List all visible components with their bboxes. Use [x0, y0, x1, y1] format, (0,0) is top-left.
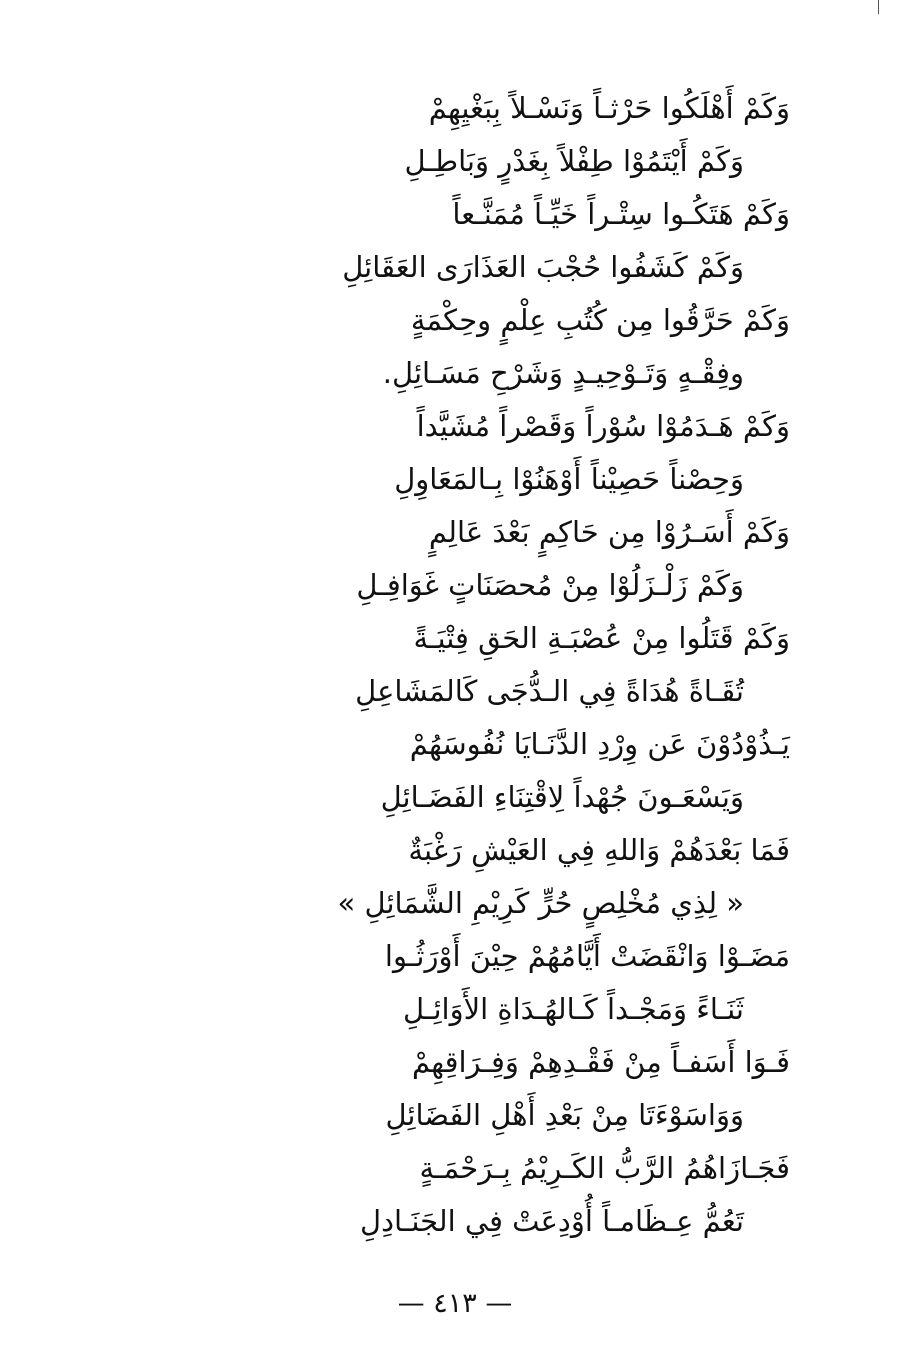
verse-line: وَكَمْ حَرَّقُوا مِن كُتُبِ عِلْمٍ وحِكْمَةٍ — [410, 303, 790, 337]
verse-line: فَـوَا أَسَفـاً مِنْ فَقْـدِهِمْ وَفِـرَاقِهِمْ — [411, 1045, 790, 1079]
verse-line: وَكَمْ أَسَـرُوْا مِن حَاكِمٍ بَعْدَ عَالِمٍ — [428, 515, 790, 549]
verse-line: تُقَـاةً هُدَاةً فِي الـدُّجَى كَالمَشَاعِلِ — [355, 674, 744, 708]
verse-line: وَكَمْ أَيْتَمُوْا طِفْلاً بِغَدْرٍ وَبَاطِـلِ — [404, 144, 744, 178]
verse-line: وَكَمْ هَـدَمُوْا سُوْراً وَقَصْراً مُشَيَّداً — [416, 409, 790, 443]
verse-line: وَحِصْناً حَصِيْناً أَوْهَنُوْا بِـالمَعَاوِلِ — [394, 462, 744, 496]
verse-line: وَيَسْعَـونَ جُهْداً لِاقْتِنَاءِ الفَضَـائِلِ — [380, 780, 744, 814]
verse-line: وَكَمْ كَشَفُوا حُجْبَ العَذَارَى العَقَائِلِ — [342, 250, 744, 284]
page-number: — ٤١٣ — — [397, 1288, 513, 1319]
verse-line: فَجَـازَاهُمُ الرَّبُّ الكَـرِيْمُ بِـرَحْمَـةٍ — [419, 1151, 790, 1185]
verse-line: مَضَـوْا وَانْقَضَتْ أَيَّامُهُمْ حِيْنَ أَوْرَثُـوا — [384, 939, 790, 973]
verse-line: « لِذِي مُخْلِصٍ حُرٍّ كَرِيْمِ الشَّمَائِلِ » — [337, 886, 744, 920]
verse-line: وَكَمْ أَهْلَكُوا حَرْثـاً وَنَسْـلاً بِبَغْيِهِمْ — [428, 91, 790, 125]
verse-line: ثَنَـاءً وَمَجْـداً كَـالهُـدَاةِ الأَوَائِـلِ — [403, 992, 744, 1026]
verse-line: فَمَا بَعْدَهُمْ وَاللهِ فِي العَيْشِ رَغْبَةٌ — [408, 833, 790, 867]
poem-block — [150, 82, 790, 1248]
verse-line: وَكَمْ قَتَلُوا مِنْ عُصْبَـةِ الحَقِ فِتْيَـةً — [413, 621, 790, 655]
margin-tick — [878, 0, 879, 14]
verse-line: وَوَاسَوْءَتَا مِنْ بَعْدِ أَهْلِ الفَضَائِلِ — [385, 1098, 744, 1132]
verse-line: يَـذُوْدُوْنَ عَن وِرْدِ الدَّنَـايَا نُفُوسَهُمْ — [409, 727, 790, 761]
verse-line: وفِقْـهٍ وَتَـوْحِيـدٍ وَشَرْحِ مَسَـائِلِ. — [382, 356, 744, 390]
verse-line: وَكَمْ هَتَكُـوا سِتْـراً خَيِّـاً مُمَنَّـعاً — [452, 197, 790, 231]
verse-line: وَكَمْ زَلْـزَلُوْا مِنْ مُحصَنَاتٍ غَوَافِـلِ — [356, 568, 744, 602]
verse-line: تَعُمُّ عِـظَامـاً أُوْدِعَتْ فِي الجَنَـادِلِ — [360, 1204, 744, 1238]
